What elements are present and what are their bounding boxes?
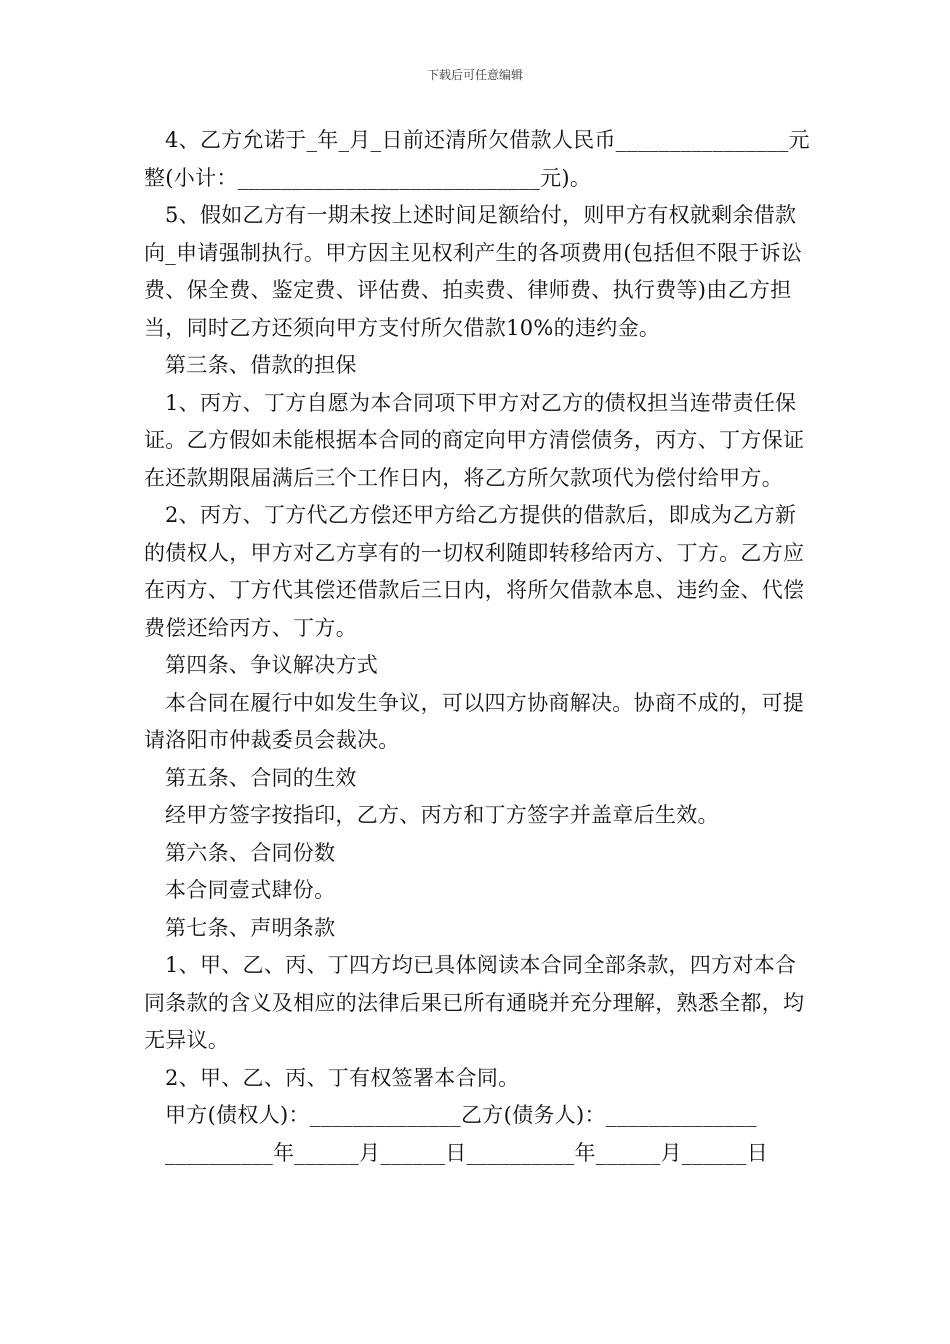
article-4-heading: 第四条、争议解决方式 <box>165 653 378 677</box>
header-note: 下载后可任意编辑 <box>426 68 523 82</box>
copies-text: 本合同壹式肆份。 <box>165 878 336 902</box>
document-body <box>144 122 812 1172</box>
guarantee-clause-2: 2、丙方、丁方代乙方偿还甲方给乙方提供的借款后，即成为乙方新的债权人，甲方对乙方享有的一切权利随即转移给丙方、丁方。乙方应在丙方、丁方代其偿还借款后三日内，将所欠借款本息、违约金、代偿费偿还给丙方、丁方。 <box>144 503 805 640</box>
article-5-heading: 第五条、合同的生效 <box>165 765 357 790</box>
article-6-heading: 第六条、合同份数 <box>165 840 336 865</box>
effectiveness-text: 经甲方签字按指印，乙方、丙方和丁方签字并盖章后生效。 <box>165 803 719 827</box>
clause-5-default: 5、假如乙方有一期未按上述时间足额给付，则甲方有权就剩余借款向_申请强制执行。甲方因主见权利产生的各项费用(包括但不限于诉讼费、保全费、鉴定费、评估费、拍卖费、律师费、执行费等)由乙方担当，同时乙方还须向甲方支付所欠借款10%的违约金。 <box>144 203 803 340</box>
article-7-heading: 第七条、声明条款 <box>165 915 336 940</box>
declaration-clause-2: 2、甲、乙、丙、丁有权签署本合同。 <box>165 1065 520 1090</box>
article-3-heading: 第三条、借款的担保 <box>165 353 357 377</box>
clause-4-repayment: 4、乙方允诺于_年_月_日前还清所欠借款人民币________________元整(小计：____________________________元)。 <box>144 128 810 190</box>
guarantee-clause-1: 1、丙方、丁方自愿为本合同项下甲方对乙方的债权担当连带责任保证。乙方假如未能根据本合同的商定向甲方清偿债务，丙方、丁方保证在还款期限届满后三个工作日内，将乙方所欠款项代为偿付给甲方。 <box>144 390 805 490</box>
declaration-clause-1: 1、甲、乙、丙、丁四方均已具体阅读本合同全部条款，四方对本合同条款的含义及相应的法律后果已所有通晓并充分理解，熟悉全都，均无异议。 <box>144 953 805 1052</box>
signature-date-line: __________年______月______日__________年______月______日 <box>165 1140 768 1165</box>
dispute-resolution-text: 本合同在履行中如发生争议，可以四方协商解决。协商不成的，可提请洛阳市仲裁委员会裁决。 <box>144 690 804 752</box>
signature-parties-line: 甲方(债权人)：______________乙方(债务人)：______________ <box>165 1103 757 1127</box>
